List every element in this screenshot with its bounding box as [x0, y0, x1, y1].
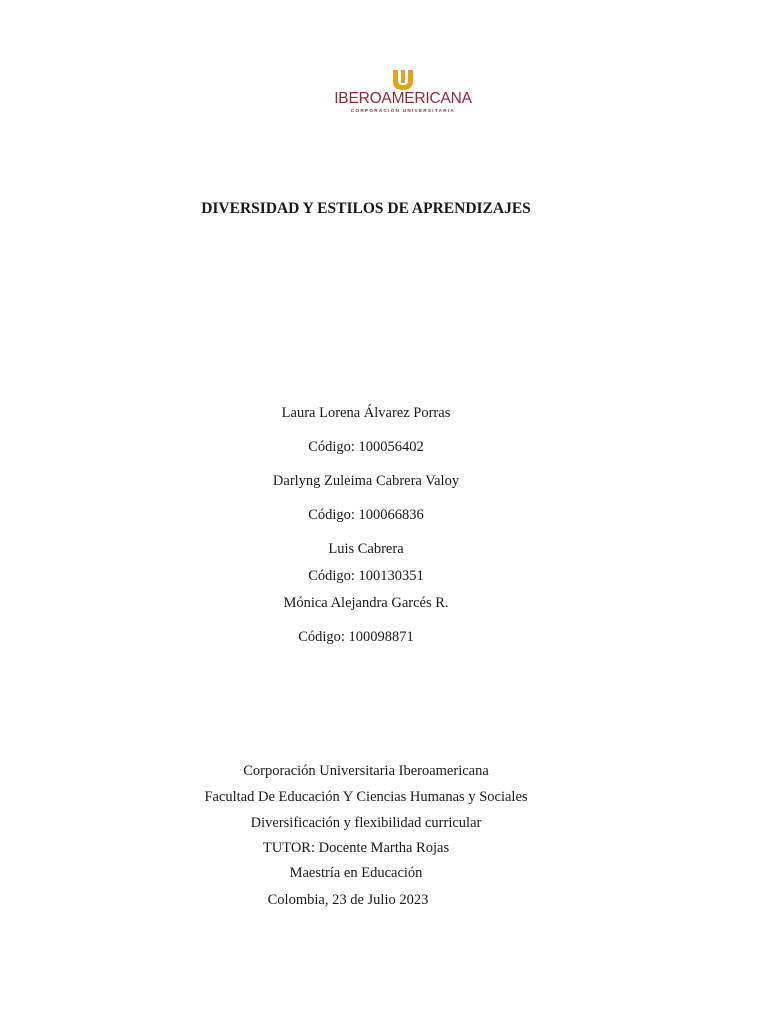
- program-line: Maestría en Educación: [289, 865, 423, 881]
- author-name: Laura Lorena Álvarez Porras: [281, 405, 451, 421]
- faculty-line: Facultad De Educación Y Ciencias Humanas y Sociales: [204, 789, 528, 805]
- logo-name: IBEROAMERICANA: [334, 90, 472, 107]
- logo-subtitle: CORPORACIÓN UNIVERSITARIA: [350, 108, 456, 113]
- author-name: Darlyng Zuleima Cabrera Valoy: [272, 473, 460, 489]
- tutor-line: TUTOR: Docente Martha Rojas: [262, 840, 450, 856]
- institution-line: Corporación Universitaria Iberoamericana: [243, 763, 489, 779]
- course-line: Diversificación y flexibilidad curricular: [250, 815, 482, 831]
- document-title: DIVERSIDAD Y ESTILOS DE APRENDIZAJES: [201, 200, 531, 217]
- author-code: Código: 100056402: [308, 439, 424, 455]
- author-code: Código: 100066836: [308, 507, 424, 523]
- date-line: Colombia, 23 de Julio 2023: [267, 892, 429, 908]
- author-code: Código: 100098871: [298, 629, 414, 645]
- university-logo: [322, 68, 484, 116]
- author-code: Código: 100130351: [308, 568, 424, 584]
- author-name: Mónica Alejandra Garcés R.: [283, 595, 449, 611]
- author-name: Luis Cabrera: [328, 541, 404, 557]
- iberoamericana-emblem-icon: [390, 68, 416, 92]
